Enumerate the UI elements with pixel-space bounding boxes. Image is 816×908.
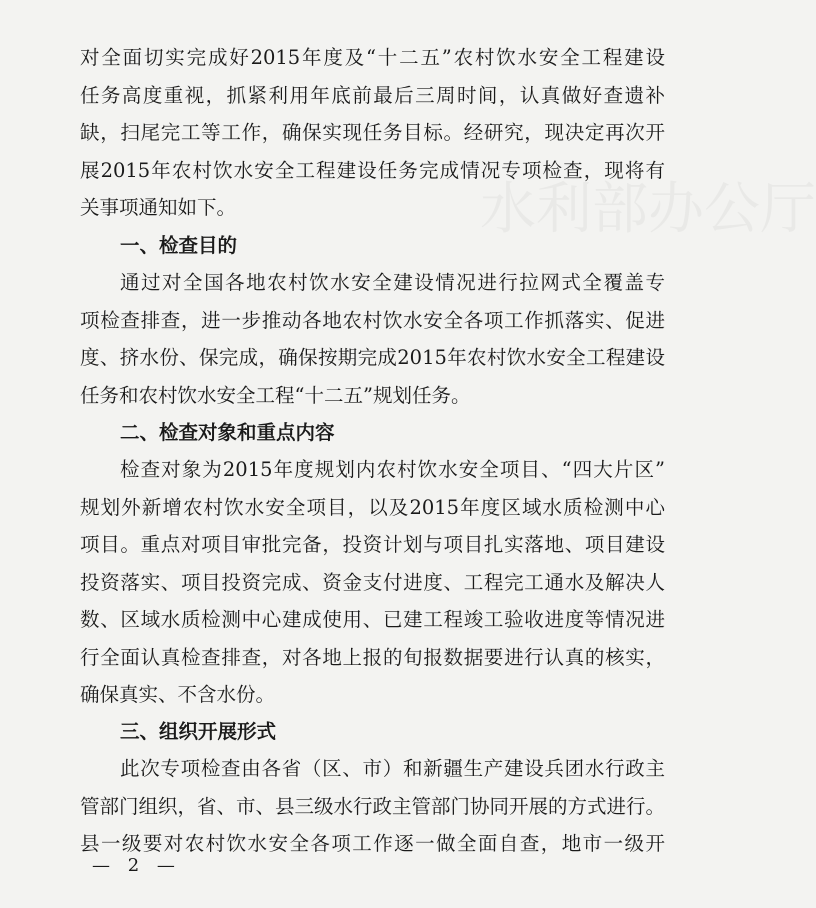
- text-line: 行全面认真检查排查，对各地上报的旬报数据要进行认真的核实，: [80, 645, 665, 669]
- text-line: 检查对象为2015年度规划内农村饮水安全项目、“四大片区”: [120, 458, 665, 481]
- text-line: 县一级要对农村饮水安全各项工作逐一做全面自查，地市一级开: [80, 832, 665, 855]
- text-line: 度、挤水份、保完成，确保按期完成2015年农村饮水安全工程建设: [80, 346, 665, 369]
- section-heading-3: [80, 713, 665, 751]
- text-line: 确保真实、不含水份。: [80, 683, 276, 706]
- section-heading: 二、检查对象和重点内容: [120, 421, 335, 444]
- text-line: 任务和农村饮水安全工程“十二五”规划任务。: [80, 383, 471, 407]
- bleed-through-text: 水利部办公厅: [480, 177, 816, 242]
- text-line: 关事项通知如下。: [80, 196, 237, 219]
- section-heading: 三、组织开展形式: [120, 720, 277, 743]
- text-line: 项检查排查，进一步推动各地农村饮水安全各项工作抓落实、促进: [80, 308, 665, 332]
- text-line: 项目。重点对项目审批完备，投资计划与项目扎实落地、项目建设: [80, 533, 665, 556]
- text-line: 通过对全国各地农村饮水安全建设情况进行拉网式全覆盖专: [120, 271, 665, 294]
- page-number: — 2 —: [92, 855, 181, 876]
- paragraph-purpose: [80, 264, 665, 414]
- text-line: 规划外新增农村饮水安全项目，以及2015年度区域水质检测中心: [80, 495, 665, 519]
- text-line: 此次专项检查由各省（区、市）和新疆生产建设兵团水行政主: [120, 757, 665, 780]
- text-line: 投资落实、项目投资完成、资金支付进度、工程完工通水及解决人: [80, 570, 665, 594]
- text-line: 管部门组织，省、市、县三级水行政主管部门协同开展的方式进行。: [80, 794, 666, 818]
- section-heading: 一、检查目的: [120, 234, 238, 257]
- paragraph-intro: [80, 39, 665, 227]
- text-line: 对全面切实完成好2015年度及“十二五”农村饮水安全工程建设: [80, 46, 665, 69]
- text-line: 缺，扫尾完工等工作，确保实现任务目标。经研究，现决定再次开: [80, 121, 665, 144]
- text-line: 任务高度重视，抓紧利用年底前最后三周时间，认真做好查遗补: [80, 83, 665, 107]
- text-line: 展2015年农村饮水安全工程建设任务完成情况专项检查，现将有: [80, 158, 665, 182]
- paragraph-targets: [80, 451, 665, 714]
- section-heading-2: [80, 414, 665, 452]
- paragraph-organization: [80, 750, 665, 863]
- text-line: 数、区域水质检测中心建成使用、已建工程竣工验收进度等情况进: [80, 608, 665, 631]
- section-heading-1: [80, 227, 665, 265]
